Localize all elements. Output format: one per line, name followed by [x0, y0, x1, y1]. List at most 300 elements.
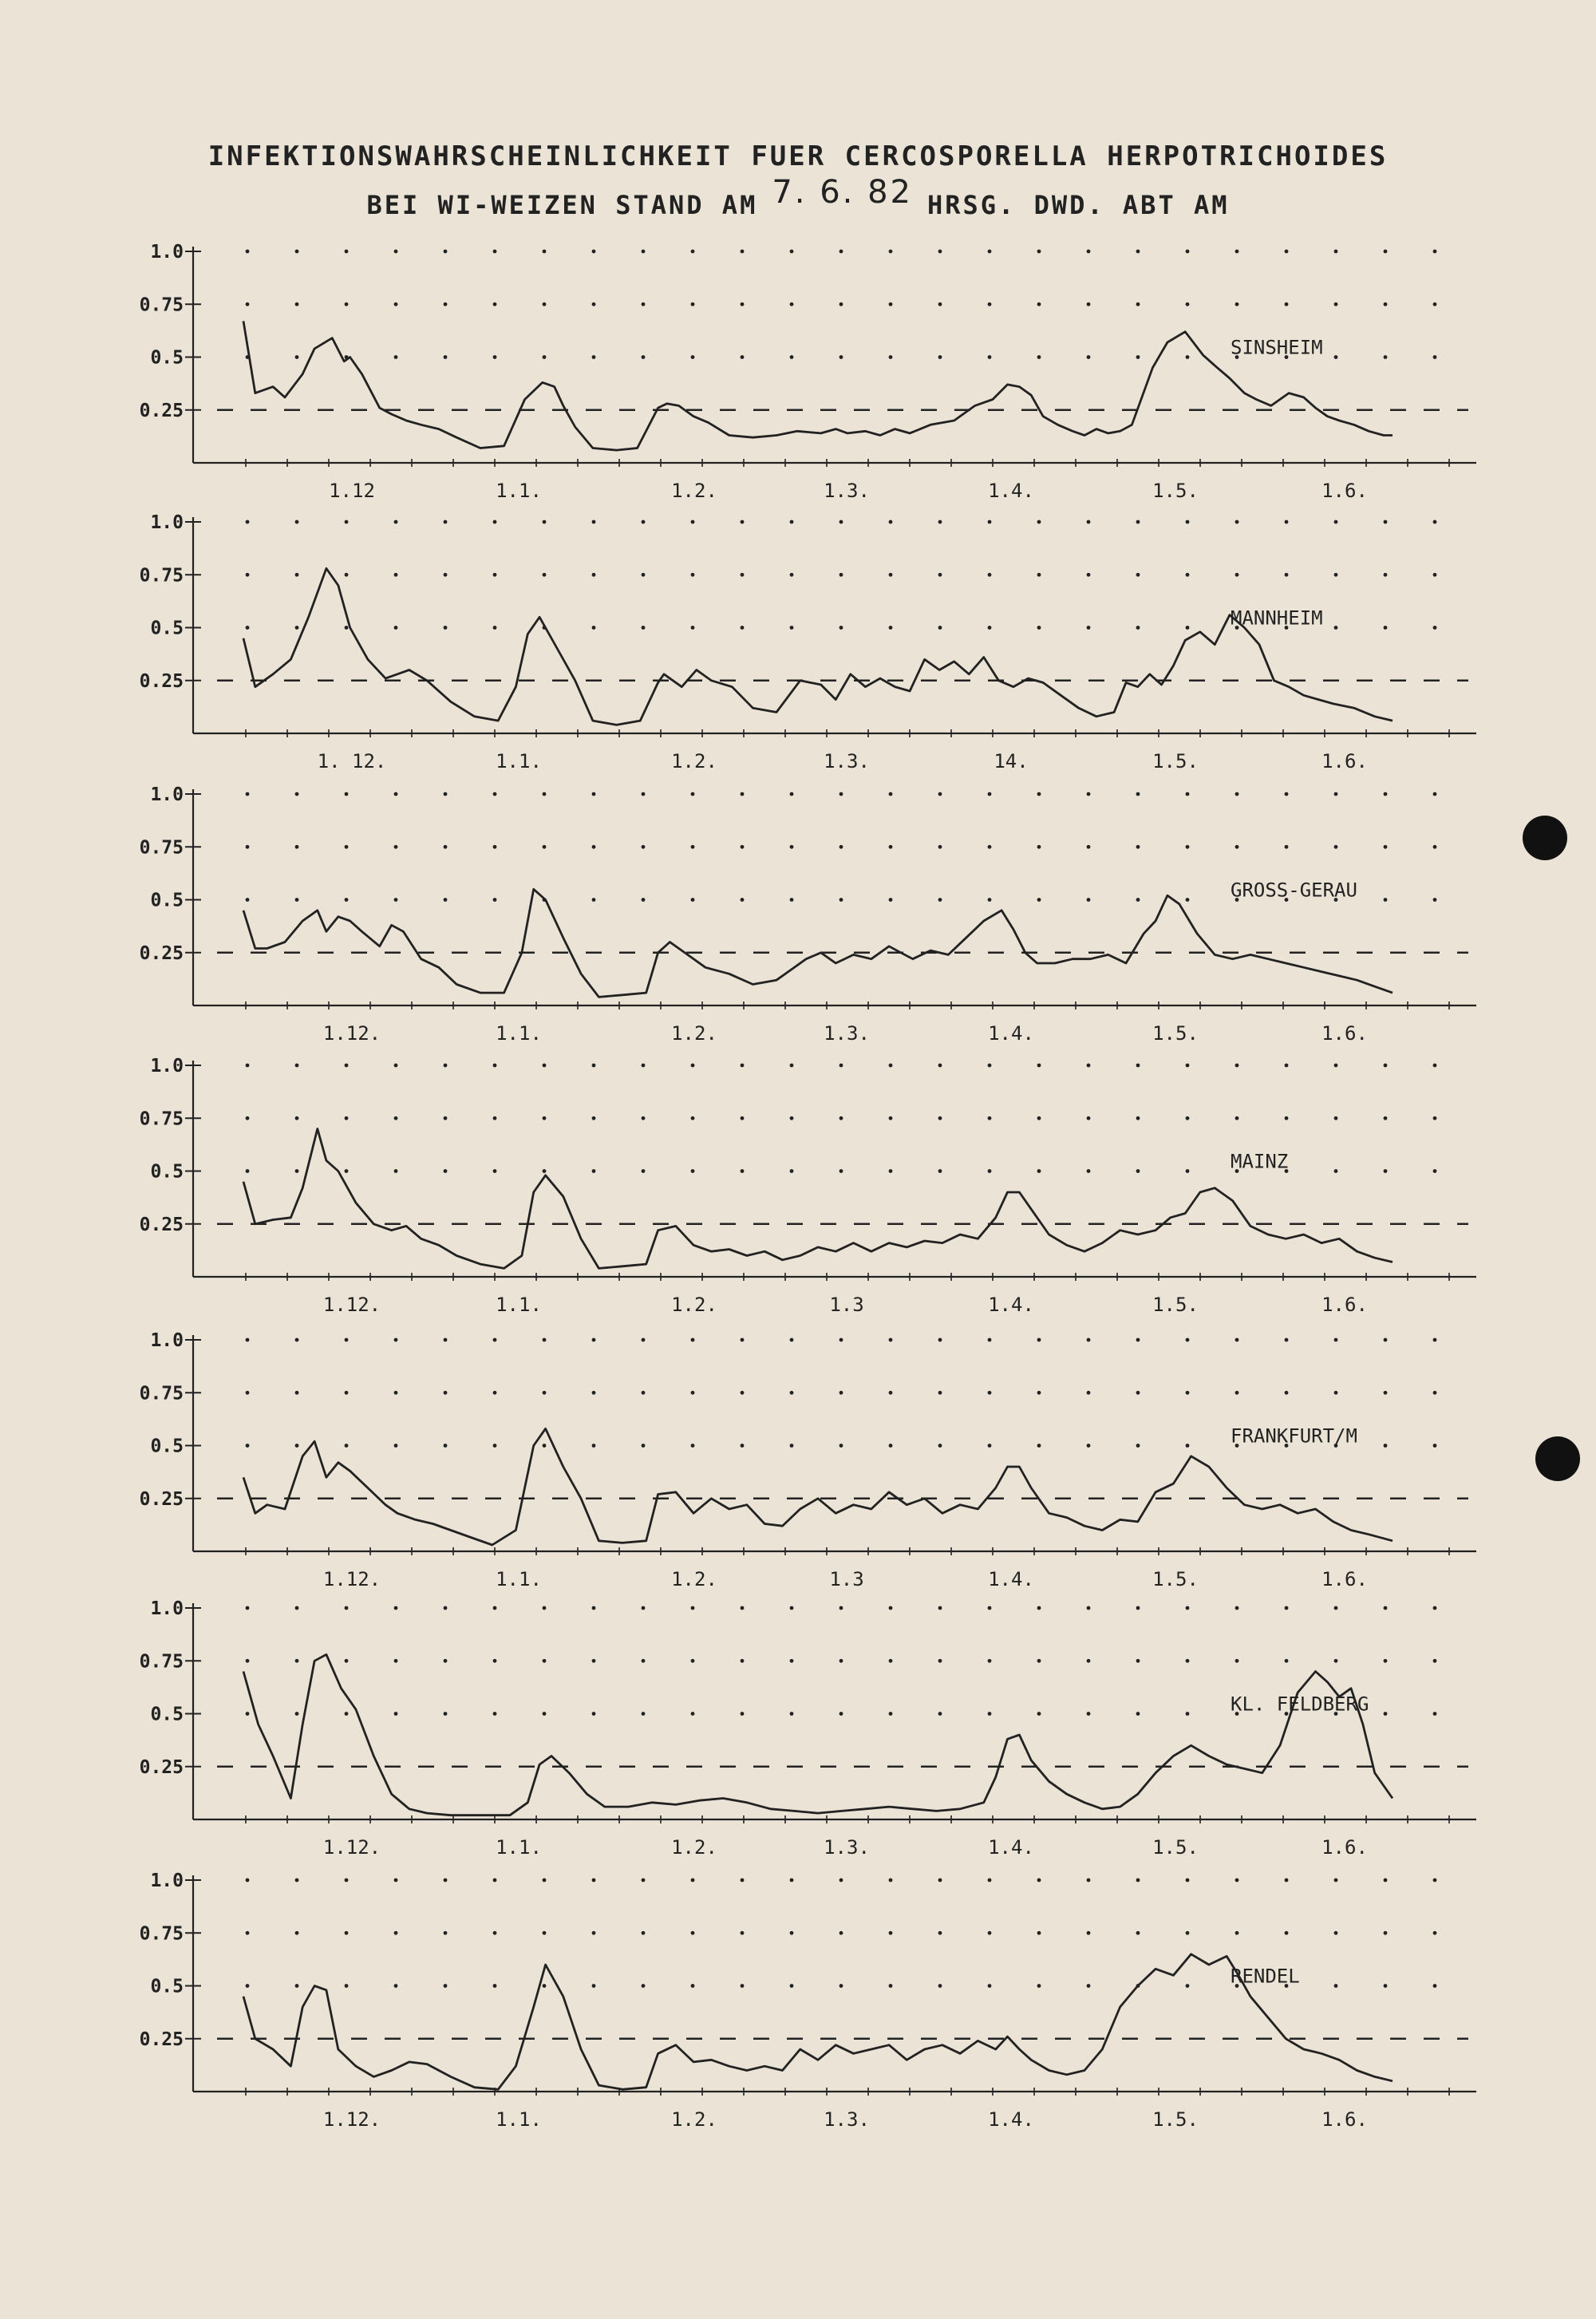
grid-dot: [889, 355, 893, 359]
grid-dot: [1136, 1169, 1140, 1173]
x-tick-label: 1.6.: [1321, 1568, 1368, 1590]
y-tick-label: 0.25: [139, 670, 184, 692]
y-tick-label: 0.5: [150, 890, 184, 911]
grid-dot: [1334, 1116, 1338, 1120]
grid-dot: [691, 1984, 695, 1988]
grid-dot: [295, 1879, 299, 1882]
grid-dot: [1433, 520, 1437, 524]
grid-dot: [839, 898, 843, 902]
x-tick-label: 1.5.: [1152, 1836, 1199, 1859]
grid-dot: [394, 1338, 398, 1342]
x-tick-label: 1.3.: [824, 750, 870, 772]
grid-dot: [444, 1879, 448, 1882]
grid-dot: [938, 792, 942, 796]
grid-dot: [394, 792, 398, 796]
grid-dot: [1087, 302, 1091, 306]
grid-dot: [1334, 1606, 1338, 1610]
grid-dot: [642, 1169, 646, 1173]
y-tick-label: 1.0: [150, 1871, 184, 1891]
title-line-2-suffix: HRSG. DWD. ABT AM: [926, 190, 1230, 220]
grid-dot: [938, 355, 942, 359]
grid-dot: [1334, 1064, 1338, 1068]
grid-dot: [741, 1064, 745, 1068]
grid-dot: [642, 1712, 646, 1716]
grid-dot: [295, 792, 299, 796]
grid-dot: [1433, 1712, 1437, 1716]
grid-dot: [938, 1444, 942, 1448]
grid-dot: [345, 792, 349, 796]
grid-dot: [642, 1984, 646, 1988]
grid-dot: [1285, 573, 1289, 577]
station-label: MANNHEIM: [1231, 606, 1323, 630]
grid-dot: [1235, 302, 1239, 306]
grid-dot: [394, 250, 398, 254]
grid-dot: [295, 1606, 299, 1610]
y-tick-label: 1.0: [150, 1330, 184, 1351]
y-tick-label: 0.25: [139, 1488, 184, 1510]
grid-dot: [1186, 792, 1190, 796]
x-tick-label: 1.6.: [1321, 480, 1368, 502]
grid-dot: [345, 573, 349, 577]
grid-dot: [1235, 1606, 1239, 1610]
grid-dot: [1186, 1338, 1190, 1342]
grid-dot: [345, 1606, 349, 1610]
grid-dot: [1433, 898, 1437, 902]
grid-dot: [394, 573, 398, 577]
x-tick-label: 1.3.: [824, 1836, 870, 1859]
grid-dot: [493, 792, 497, 796]
grid-dot: [394, 355, 398, 359]
grid-dot: [1235, 845, 1239, 849]
grid-dot: [741, 1712, 745, 1716]
grid-dot: [1285, 1116, 1289, 1120]
grid-dot: [543, 573, 547, 577]
grid-dot: [543, 1984, 547, 1988]
grid-dot: [444, 1338, 448, 1342]
y-tick-label: 0.75: [139, 1108, 184, 1130]
grid-dot: [691, 1444, 695, 1448]
x-tick-label: 1.1.: [496, 1294, 542, 1316]
grid-dot: [444, 1116, 448, 1120]
grid-dot: [345, 898, 349, 902]
grid-dot: [592, 1116, 596, 1120]
y-tick-label: 1.0: [150, 242, 184, 263]
grid-dot: [741, 898, 745, 902]
grid-dot: [394, 1712, 398, 1716]
punch-hole: [1535, 1436, 1580, 1481]
grid-dot: [1186, 626, 1190, 630]
grid-dot: [295, 626, 299, 630]
grid-dot: [246, 250, 250, 254]
grid-dot: [246, 1879, 250, 1882]
grid-dot: [691, 1064, 695, 1068]
grid-dot: [543, 1116, 547, 1120]
grid-dot: [1136, 845, 1140, 849]
grid-dot: [493, 845, 497, 849]
grid-dot: [988, 1931, 992, 1935]
grid-dot: [592, 1444, 596, 1448]
grid-dot: [295, 573, 299, 577]
grid-dot: [444, 898, 448, 902]
grid-dot: [592, 520, 596, 524]
grid-dot: [1384, 1931, 1388, 1935]
grid-dot: [345, 520, 349, 524]
grid-dot: [246, 573, 250, 577]
grid-dot: [1285, 1391, 1289, 1395]
grid-dot: [988, 898, 992, 902]
grid-dot: [543, 1712, 547, 1716]
grid-dot: [1037, 898, 1041, 902]
grid-dot: [790, 1606, 794, 1610]
grid-dot: [691, 898, 695, 902]
x-tick-label: 1. 12.: [317, 750, 387, 772]
grid-dot: [839, 1712, 843, 1716]
grid-dot: [1433, 1879, 1437, 1882]
grid-dot: [988, 1391, 992, 1395]
grid-dot: [1334, 250, 1338, 254]
grid-dot: [1235, 1879, 1239, 1882]
grid-dot: [741, 1606, 745, 1610]
x-tick-label: 1.3.: [824, 2108, 870, 2131]
grid-dot: [1186, 1984, 1190, 1988]
grid-dot: [741, 1659, 745, 1663]
grid-dot: [246, 1116, 250, 1120]
grid-dot: [493, 898, 497, 902]
grid-dot: [691, 792, 695, 796]
grid-dot: [988, 1712, 992, 1716]
y-tick-label: 0.5: [150, 1976, 184, 1997]
x-tick-label: 1.2.: [671, 1568, 717, 1590]
grid-dot: [345, 1659, 349, 1663]
grid-dot: [1433, 302, 1437, 306]
grid-dot: [444, 1064, 448, 1068]
grid-dot: [345, 1984, 349, 1988]
grid-dot: [1235, 1116, 1239, 1120]
series-line: [243, 1654, 1393, 1815]
grid-dot: [1037, 302, 1041, 306]
grid-dot: [938, 1984, 942, 1988]
grid-dot: [543, 355, 547, 359]
grid-dot: [988, 626, 992, 630]
grid-dot: [1136, 1338, 1140, 1342]
grid-dot: [444, 1659, 448, 1663]
punch-hole: [1523, 816, 1567, 860]
x-tick-label: 1.6.: [1321, 750, 1368, 772]
grid-dot: [741, 792, 745, 796]
station-label: MAINZ: [1231, 1150, 1289, 1173]
grid-dot: [543, 1931, 547, 1935]
grid-dot: [790, 1391, 794, 1395]
x-tick-label: 1.12.: [322, 1022, 381, 1045]
grid-dot: [295, 898, 299, 902]
grid-dot: [394, 1879, 398, 1882]
grid-dot: [741, 520, 745, 524]
y-tick-label: 0.25: [139, 942, 184, 964]
grid-dot: [1334, 1659, 1338, 1663]
grid-dot: [1235, 1659, 1239, 1663]
grid-dot: [394, 1659, 398, 1663]
grid-dot: [889, 1169, 893, 1173]
grid-dot: [1384, 250, 1388, 254]
y-tick-label: 0.25: [139, 2029, 184, 2050]
grid-dot: [394, 898, 398, 902]
grid-dot: [345, 1169, 349, 1173]
x-tick-label: 1.2.: [671, 2108, 717, 2131]
grid-dot: [493, 302, 497, 306]
grid-dot: [839, 302, 843, 306]
grid-dot: [1087, 1391, 1091, 1395]
grid-dot: [592, 1169, 596, 1173]
grid-dot: [790, 1659, 794, 1663]
grid-dot: [1136, 355, 1140, 359]
grid-dot: [889, 1606, 893, 1610]
grid-dot: [1087, 1338, 1091, 1342]
grid-dot: [246, 792, 250, 796]
y-tick-label: 0.75: [139, 294, 184, 316]
grid-dot: [790, 250, 794, 254]
grid-dot: [1037, 1659, 1041, 1663]
grid-dot: [444, 1391, 448, 1395]
y-tick-label: 0.75: [139, 565, 184, 587]
grid-dot: [295, 1444, 299, 1448]
grid-dot: [493, 626, 497, 630]
grid-dot: [889, 845, 893, 849]
grid-dot: [790, 355, 794, 359]
grid-dot: [1186, 1712, 1190, 1716]
station-label: RENDEL: [1231, 1965, 1300, 1988]
x-tick-label: 1.3.: [824, 480, 870, 502]
x-tick-label: 1.1.: [496, 2108, 542, 2131]
grid-dot: [1384, 1879, 1388, 1882]
grid-dot: [394, 1444, 398, 1448]
x-tick-label: 1.12.: [322, 1836, 381, 1859]
grid-dot: [741, 1391, 745, 1395]
grid-dot: [543, 845, 547, 849]
grid-dot: [1087, 1064, 1091, 1068]
grid-dot: [1384, 1444, 1388, 1448]
grid-dot: [246, 1338, 250, 1342]
grid-dot: [1384, 845, 1388, 849]
x-tick-label: 1.4.: [988, 1022, 1034, 1045]
grid-dot: [988, 1984, 992, 1988]
grid-dot: [1235, 792, 1239, 796]
grid-dot: [691, 1169, 695, 1173]
grid-dot: [1186, 1444, 1190, 1448]
grid-dot: [246, 1606, 250, 1610]
grid-dot: [691, 1338, 695, 1342]
x-tick-label: 1.5.: [1152, 1022, 1199, 1045]
grid-dot: [1433, 250, 1437, 254]
grid-dot: [691, 845, 695, 849]
series-line: [243, 321, 1393, 450]
grid-dot: [839, 1169, 843, 1173]
grid-dot: [839, 1931, 843, 1935]
grid-dot: [1037, 355, 1041, 359]
grid-dot: [642, 1659, 646, 1663]
grid-dot: [1037, 1391, 1041, 1395]
grid-dot: [493, 1606, 497, 1610]
grid-dot: [741, 845, 745, 849]
grid-dot: [246, 1064, 250, 1068]
grid-dot: [1186, 1169, 1190, 1173]
grid-dot: [592, 1879, 596, 1882]
grid-dot: [1087, 1444, 1091, 1448]
grid-dot: [1136, 1879, 1140, 1882]
y-tick-label: 0.75: [139, 1651, 184, 1673]
grid-dot: [493, 1712, 497, 1716]
grid-dot: [1087, 626, 1091, 630]
grid-dot: [1136, 792, 1140, 796]
y-tick-label: 0.25: [139, 1756, 184, 1778]
grid-dot: [493, 1879, 497, 1882]
grid-dot: [938, 250, 942, 254]
grid-dot: [1433, 626, 1437, 630]
grid-dot: [493, 355, 497, 359]
grid-dot: [1087, 1931, 1091, 1935]
grid-dot: [642, 1931, 646, 1935]
grid-dot: [592, 355, 596, 359]
grid-dot: [592, 1606, 596, 1610]
grid-dot: [1087, 520, 1091, 524]
x-tick-label: 1.12: [329, 480, 375, 502]
grid-dot: [1136, 1606, 1140, 1610]
grid-dot: [1136, 1391, 1140, 1395]
grid-dot: [394, 845, 398, 849]
x-tick-label: 1.2.: [671, 1836, 717, 1859]
grid-dot: [790, 1984, 794, 1988]
y-tick-label: 0.75: [139, 1923, 184, 1945]
grid-dot: [1384, 626, 1388, 630]
grid-dot: [592, 1984, 596, 1988]
grid-dot: [1186, 1116, 1190, 1120]
grid-dot: [1285, 1338, 1289, 1342]
grid-dot: [938, 1606, 942, 1610]
grid-dot: [592, 1064, 596, 1068]
y-tick-label: 0.5: [150, 347, 184, 369]
x-tick-label: 1.4.: [988, 1294, 1034, 1316]
grid-dot: [493, 520, 497, 524]
grid-dot: [1384, 302, 1388, 306]
grid-dot: [938, 1712, 942, 1716]
grid-dot: [1235, 1338, 1239, 1342]
grid-dot: [1384, 355, 1388, 359]
grid-dot: [543, 1338, 547, 1342]
grid-dot: [938, 1391, 942, 1395]
grid-dot: [246, 898, 250, 902]
grid-dot: [1037, 1116, 1041, 1120]
grid-dot: [246, 1444, 250, 1448]
series-line: [243, 1954, 1393, 2090]
grid-dot: [839, 1984, 843, 1988]
grid-dot: [444, 626, 448, 630]
grid-dot: [938, 1659, 942, 1663]
grid-dot: [1285, 1931, 1289, 1935]
grid-dot: [1285, 520, 1289, 524]
grid-dot: [1186, 845, 1190, 849]
grid-dot: [691, 355, 695, 359]
grid-dot: [1037, 1169, 1041, 1173]
x-tick-label: 1.4.: [988, 480, 1034, 502]
chart-panel-7: [140, 1871, 1476, 2131]
grid-dot: [889, 626, 893, 630]
grid-dot: [1037, 1931, 1041, 1935]
grid-dot: [1384, 898, 1388, 902]
x-tick-label: 1.6.: [1321, 1022, 1368, 1045]
grid-dot: [1087, 845, 1091, 849]
grid-dot: [790, 1931, 794, 1935]
grid-dot: [741, 1879, 745, 1882]
grid-dot: [592, 845, 596, 849]
grid-dot: [1433, 1116, 1437, 1120]
grid-dot: [938, 573, 942, 577]
grid-dot: [1186, 520, 1190, 524]
grid-dot: [889, 250, 893, 254]
grid-dot: [839, 1391, 843, 1395]
grid-dot: [394, 302, 398, 306]
grid-dot: [1235, 1391, 1239, 1395]
x-tick-label: 1.5.: [1152, 1568, 1199, 1590]
grid-dot: [246, 626, 250, 630]
grid-dot: [1334, 792, 1338, 796]
grid-dot: [345, 1712, 349, 1716]
grid-dot: [1433, 1391, 1437, 1395]
grid-dot: [1285, 1879, 1289, 1882]
grid-dot: [1433, 1931, 1437, 1935]
grid-dot: [295, 1712, 299, 1716]
grid-dot: [889, 1879, 893, 1882]
grid-dot: [1186, 898, 1190, 902]
grid-dot: [543, 1659, 547, 1663]
grid-dot: [246, 1169, 250, 1173]
x-tick-label: 1.6.: [1321, 1836, 1368, 1859]
grid-dot: [1037, 626, 1041, 630]
grid-dot: [938, 626, 942, 630]
x-tick-label: 1.5.: [1152, 1294, 1199, 1316]
grid-dot: [839, 355, 843, 359]
grid-dot: [444, 573, 448, 577]
grid-dot: [592, 1712, 596, 1716]
grid-dot: [1087, 1984, 1091, 1988]
grid-dot: [1334, 520, 1338, 524]
grid-dot: [345, 1931, 349, 1935]
grid-dot: [246, 1984, 250, 1988]
grid-dot: [1334, 1931, 1338, 1935]
grid-dot: [1433, 1984, 1437, 1988]
grid-dot: [1384, 792, 1388, 796]
grid-dot: [1087, 1169, 1091, 1173]
x-tick-label: 1.12.: [322, 1294, 381, 1316]
grid-dot: [1433, 1169, 1437, 1173]
y-tick-label: 0.5: [150, 1161, 184, 1183]
chart-panel-5: [140, 1330, 1476, 1590]
grid-dot: [493, 1116, 497, 1120]
grid-dot: [889, 1116, 893, 1120]
grid-dot: [790, 792, 794, 796]
grid-dot: [444, 1169, 448, 1173]
grid-dot: [295, 302, 299, 306]
grid-dot: [493, 573, 497, 577]
grid-dot: [839, 1444, 843, 1448]
grid-dot: [1136, 573, 1140, 577]
grid-dot: [691, 626, 695, 630]
grid-dot: [988, 1606, 992, 1610]
grid-dot: [1334, 1391, 1338, 1395]
grid-dot: [493, 1338, 497, 1342]
grid-dot: [295, 355, 299, 359]
grid-dot: [1384, 573, 1388, 577]
grid-dot: [1037, 792, 1041, 796]
grid-dot: [592, 573, 596, 577]
